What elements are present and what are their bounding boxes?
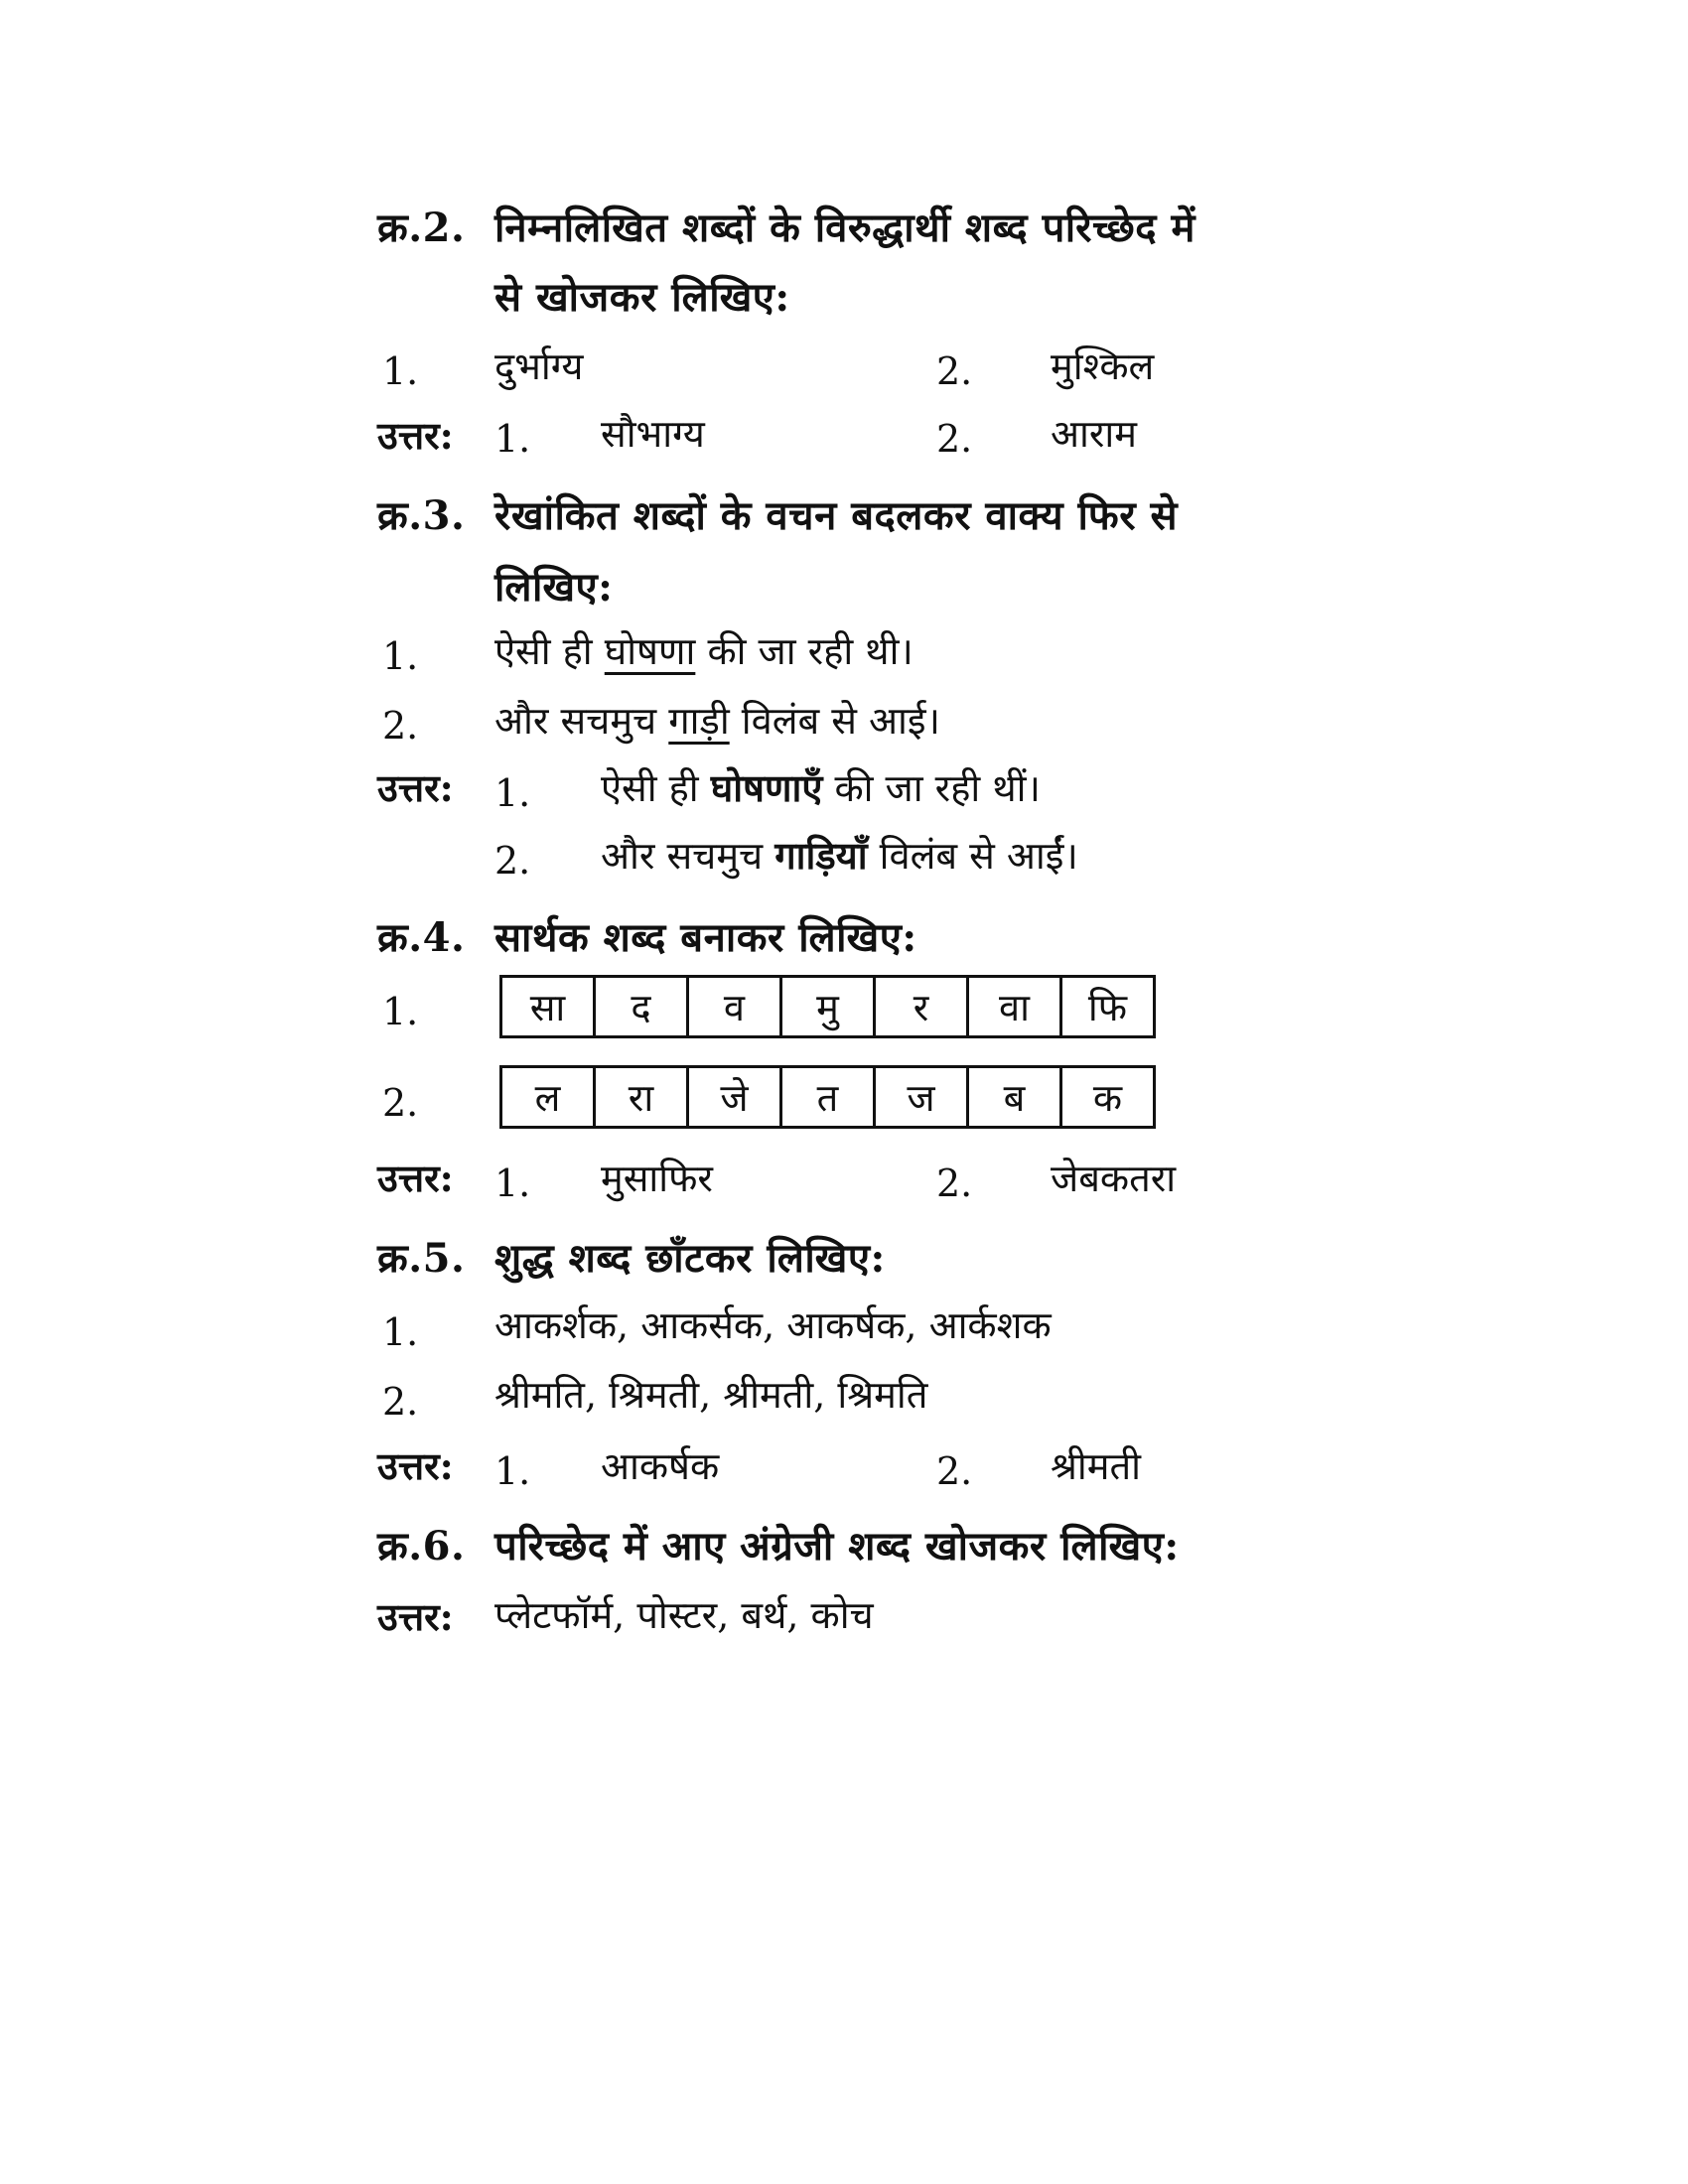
- letter-cell: क: [1061, 1067, 1155, 1128]
- q4-label: क्र.4.: [377, 914, 466, 961]
- q5-answer-1-text: आकर्षक: [601, 1444, 720, 1488]
- letter-cell: वा: [968, 977, 1061, 1037]
- q2-item-2-text: मुश्किल: [1051, 344, 1155, 388]
- letter-cell: ब: [968, 1067, 1061, 1128]
- q5-item-2-num: 2.: [382, 1380, 419, 1424]
- q2-answer-1-num: 1.: [494, 417, 531, 461]
- bold-word: गाड़ियाँ: [774, 833, 868, 878]
- letter-cell: जे: [688, 1067, 781, 1128]
- q3-label: क्र.3.: [377, 492, 466, 539]
- q4-row-2-num: 2.: [382, 1081, 419, 1125]
- letter-cell: त: [781, 1067, 875, 1128]
- q4-answer-1-num: 1.: [494, 1161, 531, 1205]
- q4-answer-2-text: जेबकतरा: [1051, 1157, 1177, 1200]
- sentence-part: ऐसी ही: [494, 629, 593, 673]
- sentence-part: और सचमुच: [601, 834, 764, 878]
- q5-item-1-num: 1.: [382, 1310, 419, 1354]
- q5-item-1-text: आकर्शक, आकर्सक, आकर्षक, आर्कशक: [494, 1303, 1052, 1347]
- q6-answer-text: प्लेटफॉर्म, पोस्टर, बर्थ, कोच: [494, 1593, 874, 1637]
- q3-item-1-sentence: [494, 629, 914, 673]
- q6-title: परिच्छेद में आए अंग्रेजी शब्द खोजकर लिखिए:: [494, 1523, 1180, 1570]
- sentence-part: और सचमुच: [494, 699, 657, 743]
- sentence-part: विलंब से आई।: [741, 699, 940, 743]
- underlined-word: गाड़ी: [668, 699, 730, 743]
- underlined-word: घोषणा: [604, 629, 696, 673]
- q6-answer-label: उत्तर:: [377, 1594, 454, 1639]
- q4-answer-label: उत्तर:: [377, 1156, 454, 1200]
- q4-answer-1-text: मुसाफिर: [601, 1157, 713, 1200]
- q3-question-line2: लिखिए:: [494, 564, 614, 611]
- sentence-part: की जा रही थी।: [707, 629, 914, 673]
- q3-answer-2-num: 2.: [494, 839, 531, 883]
- letter-grid-2: [499, 1065, 1156, 1129]
- q4-answer-2-num: 2.: [936, 1161, 973, 1205]
- q2-answer-1-text: सौभाग्य: [601, 412, 705, 456]
- q2-question-line1: निम्नलिखित शब्दों के विरुद्धार्थी शब्द परिच्छेद में: [494, 205, 1196, 251]
- q3-question-line1: रेखांकित शब्दों के वचन बदलकर वाक्य फिर से: [494, 492, 1179, 539]
- q2-label: क्र.2.: [377, 205, 466, 251]
- q4-row-1-num: 1.: [382, 990, 419, 1033]
- letter-cell: र: [875, 977, 968, 1037]
- letter-grid-1: [499, 975, 1156, 1038]
- letter-cell: सा: [501, 977, 595, 1037]
- q2-item-2-num: 2.: [936, 349, 973, 393]
- letter-cell: फि: [1061, 977, 1155, 1037]
- letter-cell: मु: [781, 977, 875, 1037]
- sentence-part: की जा रही थीं।: [834, 766, 1041, 810]
- q2-question-line2: से खोजकर लिखिए:: [494, 274, 790, 321]
- q5-item-2-text: श्रीमति, श्रिमती, श्रीमती, श्रिमति: [494, 1373, 928, 1417]
- q3-answer-2-sentence: [601, 833, 1078, 878]
- q3-answer-1-num: 1.: [494, 771, 531, 815]
- sentence-part: विलंब से आईं।: [879, 834, 1078, 878]
- q3-item-1-num: 1.: [382, 634, 419, 678]
- letter-grid-row: [501, 977, 1155, 1037]
- q4-title: सार्थक शब्द बनाकर लिखिए:: [494, 914, 917, 961]
- q2-item-1-num: 1.: [382, 349, 419, 393]
- letter-cell: ल: [501, 1067, 595, 1128]
- q3-item-2-num: 2.: [382, 704, 419, 748]
- bold-word: घोषणाएँ: [710, 765, 823, 810]
- letter-grid-row: [501, 1067, 1155, 1128]
- letter-cell: ज: [875, 1067, 968, 1128]
- letter-cell: व: [688, 977, 781, 1037]
- q5-answer-2-text: श्रीमती: [1051, 1444, 1141, 1488]
- q5-answer-1-num: 1.: [494, 1449, 531, 1493]
- q3-item-2-sentence: [494, 699, 940, 743]
- q2-answer-label: उत्तर:: [377, 413, 454, 458]
- q5-label: क्र.5.: [377, 1235, 466, 1282]
- q5-answer-2-num: 2.: [936, 1449, 973, 1493]
- q5-title: शुद्ध शब्द छाँटकर लिखिए:: [494, 1235, 886, 1282]
- q3-answer-1-sentence: [601, 765, 1041, 810]
- letter-cell: रा: [595, 1067, 688, 1128]
- sentence-part: ऐसी ही: [601, 766, 699, 810]
- q2-item-1-text: दुर्भाग्य: [494, 344, 584, 388]
- q2-answer-2-text: आराम: [1051, 412, 1137, 456]
- letter-cell: द: [595, 977, 688, 1037]
- q5-answer-label: उत्तर:: [377, 1443, 454, 1488]
- q3-answer-label: उत्तर:: [377, 765, 454, 810]
- q2-answer-2-num: 2.: [936, 417, 973, 461]
- q6-label: क्र.6.: [377, 1523, 466, 1570]
